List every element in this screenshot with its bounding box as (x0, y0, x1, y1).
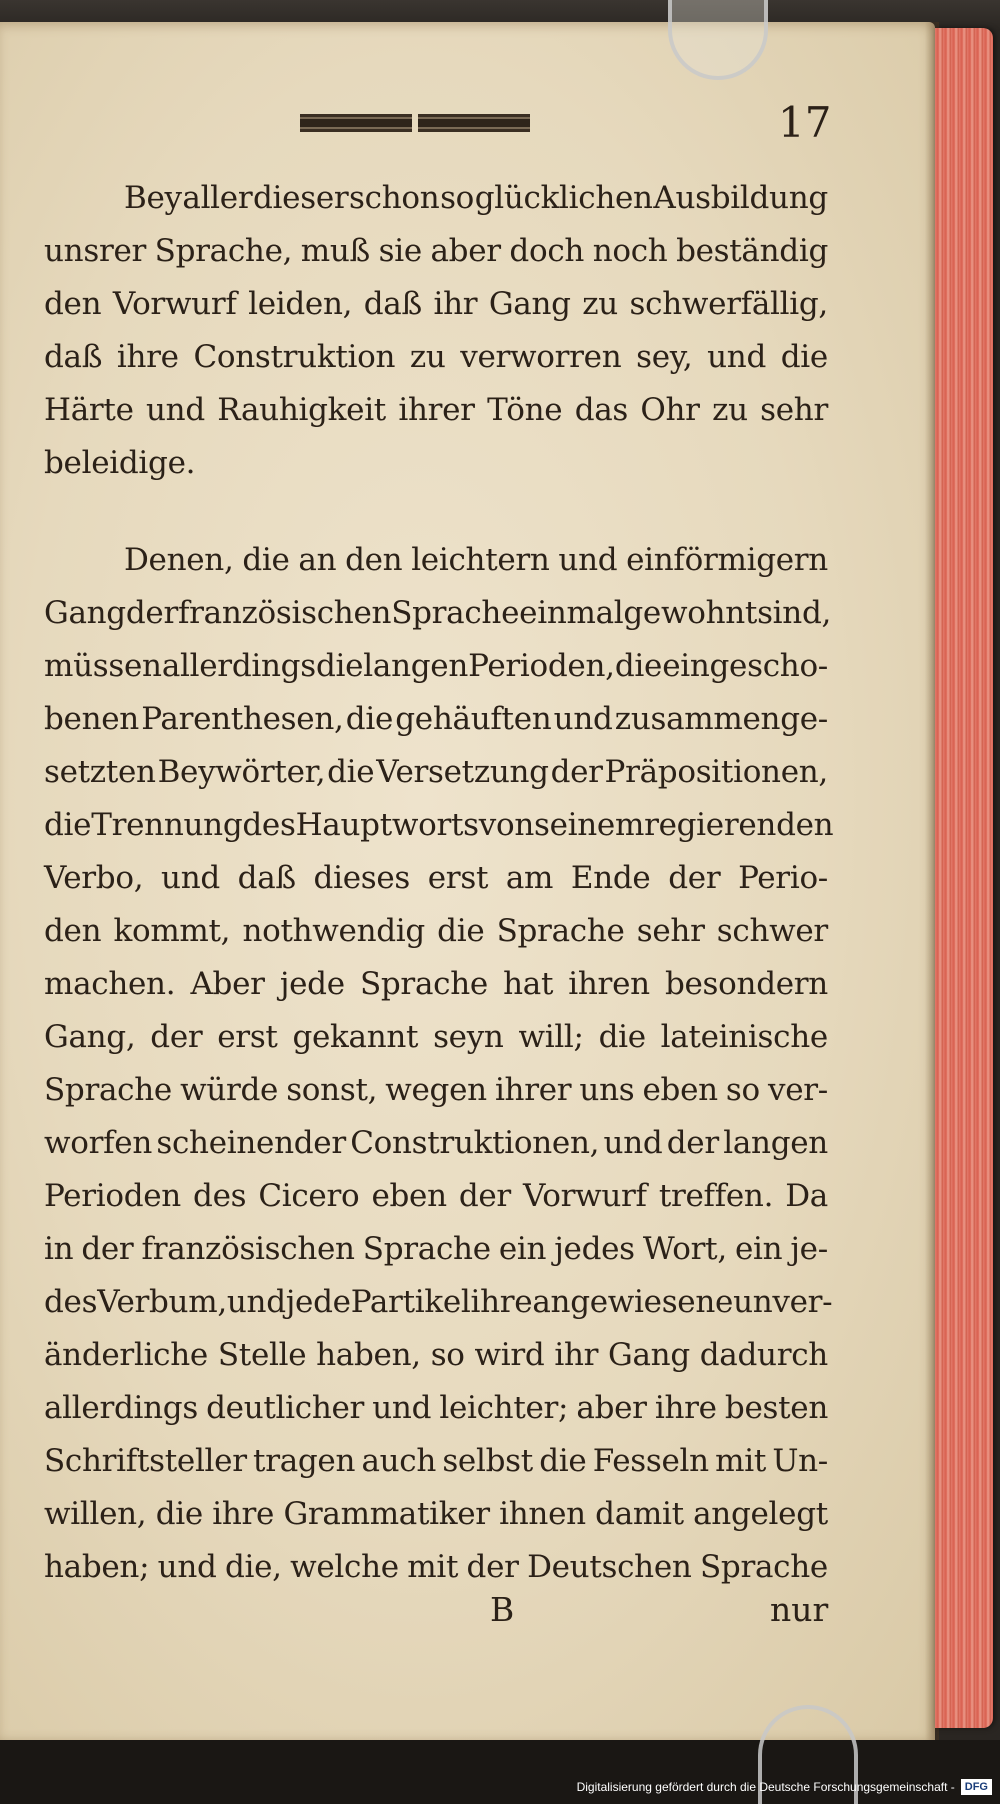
word: Da (785, 1178, 828, 1214)
word: mit (407, 1549, 459, 1585)
word: die (155, 1496, 203, 1532)
word: muß (300, 233, 370, 269)
word: worfen (44, 1125, 153, 1161)
word: und (707, 339, 767, 375)
text-line (44, 1382, 828, 1435)
word: der (668, 860, 721, 896)
word: ihre (212, 1496, 275, 1532)
word: Bey (124, 180, 182, 216)
word: glücklichen (474, 180, 653, 216)
word: Gang, (44, 1019, 136, 1055)
word: will; (518, 1019, 584, 1055)
word: sonst, (286, 1072, 378, 1108)
word: leichter; (439, 1390, 569, 1426)
text-line (44, 384, 828, 437)
text-line (44, 905, 828, 958)
word: besondern (664, 966, 828, 1002)
word: Härte (44, 392, 134, 428)
word: der (466, 1549, 519, 1585)
word: je- (790, 1231, 828, 1267)
word: in (44, 1231, 74, 1267)
text-line (44, 278, 828, 331)
word: ver- (768, 1072, 828, 1108)
word: Sprache (699, 1549, 828, 1585)
word: hat (503, 966, 554, 1002)
word: die (539, 1443, 587, 1479)
word: gekannt (292, 1019, 419, 1055)
word: sey, (636, 339, 693, 375)
word: mit (715, 1443, 767, 1479)
word: Grammatiker (283, 1496, 490, 1532)
word: Töne (487, 392, 563, 428)
word: einförmigern (626, 542, 828, 578)
word: Construktion (193, 339, 396, 375)
word: zu (582, 286, 618, 322)
word: des (193, 1178, 247, 1214)
word: Sprache (391, 595, 520, 631)
page-number: 17 (778, 98, 832, 147)
word: sehr (760, 392, 828, 428)
word: Perioden (44, 1178, 181, 1214)
word: uns (579, 1072, 635, 1108)
catchword: nur (770, 1590, 829, 1629)
word: die (345, 701, 394, 737)
word: von (478, 807, 534, 843)
word: die, (224, 1549, 282, 1585)
word: den (44, 286, 102, 322)
word: Präpositionen, (604, 754, 828, 790)
word: Stelle (217, 1337, 307, 1373)
word: und (553, 701, 613, 737)
word: einmal (519, 595, 624, 631)
word: gewohnt (623, 595, 758, 631)
word: langen (363, 648, 469, 684)
text-line (44, 437, 828, 490)
word: und (146, 392, 205, 428)
word: sie (378, 233, 422, 269)
word: Perio- (738, 860, 828, 896)
word: eben (371, 1178, 447, 1214)
header-ornament-rule-right (418, 114, 530, 132)
word: die (614, 648, 663, 684)
word: und (161, 860, 220, 896)
word: verworren (460, 339, 622, 375)
word: Construktionen, (350, 1125, 600, 1161)
word: die (327, 754, 375, 790)
word: des (44, 1284, 98, 1320)
text-line (44, 640, 828, 693)
word: Trennung (91, 807, 243, 843)
word: doch (509, 233, 585, 269)
word: tragen (253, 1443, 356, 1479)
word: Vorwurf (523, 1178, 647, 1214)
word: schwer (716, 913, 828, 949)
text-line (44, 1117, 828, 1170)
word: dieser (253, 180, 349, 216)
word: leiden, (248, 286, 353, 322)
text-line (44, 1064, 828, 1117)
word: und (372, 1390, 432, 1426)
word: angelegt (693, 1496, 828, 1532)
word: der (150, 1019, 203, 1055)
word: lateinische (660, 1019, 828, 1055)
word: damit (595, 1496, 684, 1532)
text-line (44, 172, 828, 225)
word: Verbo, (44, 860, 144, 896)
word: ihr (433, 286, 478, 322)
word: ihnen (499, 1496, 586, 1532)
word: das (574, 392, 629, 428)
word: wegen (385, 1072, 487, 1108)
word: französischen (177, 595, 392, 631)
word: erst (427, 860, 489, 896)
word: scheinender (156, 1125, 346, 1161)
word: unsrer (44, 233, 147, 269)
word: und (558, 542, 618, 578)
word: sind, (757, 595, 832, 631)
word: zu (409, 339, 446, 375)
text-line (44, 746, 828, 799)
word: welche (290, 1549, 399, 1585)
paragraph-gap (44, 490, 828, 534)
word: Ausbildung (653, 180, 828, 216)
word: ein (734, 1231, 783, 1267)
word: der (81, 1231, 134, 1267)
word: ihrer (494, 1072, 572, 1108)
word: jede (285, 1284, 351, 1320)
word: Fesseln (592, 1443, 709, 1479)
text-line (44, 1223, 828, 1276)
word: Gang (608, 1337, 690, 1373)
word: seyn (433, 1019, 504, 1055)
word: ihrer (398, 392, 475, 428)
word: jedes (554, 1231, 635, 1267)
word: Gang (44, 595, 126, 631)
word: Parenthesen, (141, 701, 344, 737)
word: haben; (44, 1549, 150, 1585)
word: Sprache (359, 966, 488, 1002)
word: Deutschen (527, 1549, 692, 1585)
word: besten (724, 1390, 828, 1426)
word: allerdings (44, 1390, 198, 1426)
word: Schriftsteller (44, 1443, 247, 1479)
word: änderliche (44, 1337, 208, 1373)
word: allerdings (161, 648, 316, 684)
word: gehäuften (395, 701, 552, 737)
text-line (44, 799, 834, 852)
text-line (44, 225, 828, 278)
word: daß (44, 339, 103, 375)
word: französischen (141, 1231, 355, 1267)
word: selbst (442, 1443, 533, 1479)
word: machen. (44, 966, 176, 1002)
word: regierenden (644, 807, 834, 843)
signature-mark: B (490, 1590, 515, 1629)
word: Rauhigkeit (217, 392, 386, 428)
credit-text: Digitalisierung gefördert durch die Deutsche Forschungsgemeinschaft - (576, 1780, 955, 1794)
word: so (430, 1337, 465, 1373)
text-line (44, 331, 828, 384)
word: am (505, 860, 554, 896)
word: aber (430, 233, 501, 269)
word: wird (474, 1337, 545, 1373)
word: daß (237, 860, 296, 896)
word: müssen (44, 648, 162, 684)
word: Versetzung (376, 754, 549, 790)
text-line (44, 587, 832, 640)
word: eingescho- (662, 648, 828, 684)
word: beständig (676, 233, 828, 269)
word: daß (363, 286, 422, 322)
word: die (598, 1019, 646, 1055)
word: die (44, 807, 92, 843)
dfg-logo-icon: DFG (961, 1779, 992, 1795)
word: so (440, 180, 475, 216)
text-line (44, 1541, 828, 1594)
red-page-edge (935, 28, 993, 1728)
word: willen, (44, 1496, 147, 1532)
word: ihre (654, 1390, 717, 1426)
word: Sprache (496, 913, 625, 949)
word: ihre (470, 1284, 533, 1320)
word: an (298, 542, 337, 578)
word: ein (498, 1231, 547, 1267)
word: Vorwurf (112, 286, 237, 322)
word: Beywörter, (157, 754, 326, 790)
text-line (44, 1170, 828, 1223)
word: schon (349, 180, 440, 216)
word: zusammenge- (614, 701, 828, 737)
text-line (44, 534, 828, 587)
word: noch (592, 233, 668, 269)
word: der (458, 1178, 511, 1214)
word: treffen. (658, 1178, 774, 1214)
word: die (780, 339, 828, 375)
word: Sprache (44, 1072, 172, 1108)
word: dadurch (699, 1337, 828, 1373)
word: ihr (554, 1337, 599, 1373)
word: und (226, 1284, 286, 1320)
text-line (44, 1329, 828, 1382)
word: langen (723, 1125, 828, 1161)
word: der (550, 754, 603, 790)
text-line (44, 1488, 828, 1541)
word: jede (279, 966, 345, 1002)
word: Denen, (124, 542, 234, 578)
word: Wort, (642, 1231, 727, 1267)
word: schwerfällig, (629, 286, 828, 322)
word: Gang (488, 286, 571, 322)
word: auch (361, 1443, 437, 1479)
word: dieses (313, 860, 411, 896)
word: setzten (44, 754, 156, 790)
word: die (437, 913, 485, 949)
word: unver- (733, 1284, 833, 1320)
word: Hauptworts (295, 807, 479, 843)
word: Sprache (362, 1231, 491, 1267)
word: Un- (772, 1443, 828, 1479)
text-line (44, 693, 828, 746)
word: würde (180, 1072, 279, 1108)
word: Ende (570, 860, 651, 896)
word: angewiesene (532, 1284, 734, 1320)
word: der (125, 595, 178, 631)
word: ihre (116, 339, 179, 375)
text-line (44, 1276, 833, 1329)
word: aller (182, 180, 253, 216)
word: den (345, 542, 403, 578)
header-ornament-rule-left (300, 114, 412, 132)
text-line (44, 1435, 828, 1488)
word: zu (712, 392, 748, 428)
digitization-credit (577, 1776, 992, 1798)
word: der (666, 1125, 719, 1161)
word: aber (576, 1390, 647, 1426)
word: leichtern (411, 542, 550, 578)
text-line (44, 958, 828, 1011)
word: die (242, 542, 290, 578)
word: kommt, (113, 913, 231, 949)
word: und (603, 1125, 663, 1161)
word: Aber (190, 966, 265, 1002)
text-line (44, 852, 828, 905)
word: benen (44, 701, 139, 737)
word: nothwendig (242, 913, 425, 949)
word: Cicero (258, 1178, 360, 1214)
text-line (44, 1011, 828, 1064)
word: des (242, 807, 296, 843)
body-text (44, 172, 834, 1594)
word: erst (217, 1019, 278, 1055)
word: ihren (568, 966, 650, 1002)
word: Verbum, (97, 1284, 227, 1320)
word: eben (642, 1072, 718, 1108)
word: Partikel (350, 1284, 471, 1320)
word: sehr (636, 913, 705, 949)
word: den (44, 913, 102, 949)
word: deutlicher (206, 1390, 365, 1426)
word: Sprache, (154, 233, 293, 269)
word: so (725, 1072, 760, 1108)
word: Ohr (640, 392, 700, 428)
word: die (315, 648, 364, 684)
word: und (157, 1549, 217, 1585)
word: beleidige. (44, 445, 196, 481)
word: Perioden, (468, 648, 615, 684)
word: seinem (534, 807, 645, 843)
word: haben, (316, 1337, 421, 1373)
